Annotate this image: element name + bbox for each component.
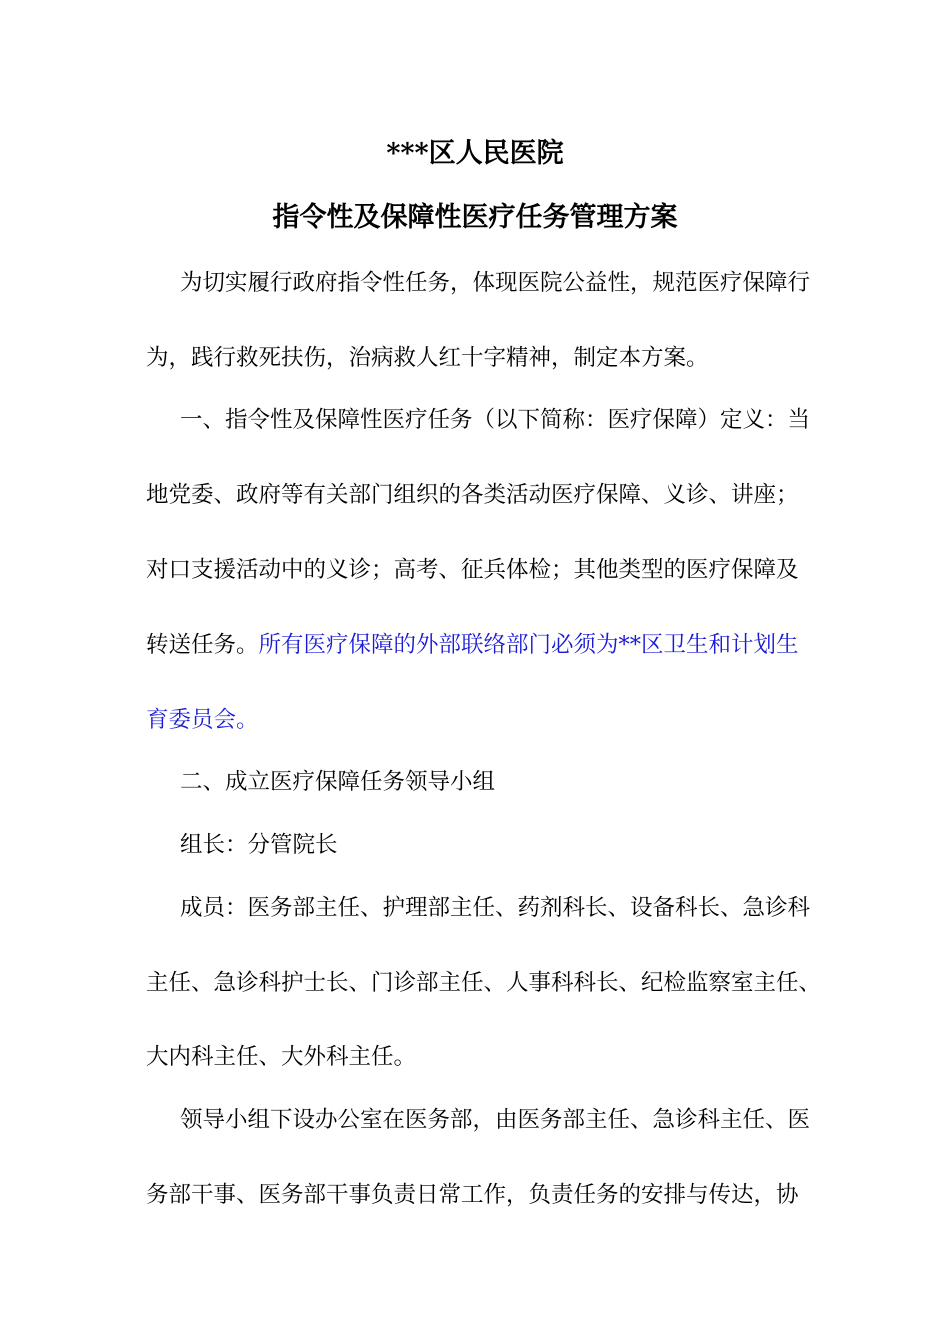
paragraph-text: 转送任务。 [146, 632, 259, 658]
paragraph-line: 组长：分管院长 [180, 832, 338, 858]
document-title-hospital: ***区人民医院 [386, 138, 564, 169]
section-heading: 二、成立医疗保障任务领导小组 [180, 769, 496, 795]
paragraph-line: 大内科主任、大外科主任。 [146, 1044, 417, 1070]
paragraph-line: 成员：医务部主任、护理部主任、药剂科长、设备科长、急诊科 [180, 895, 811, 921]
paragraph-line: 主任、急诊科护士长、门诊部主任、人事科科长、纪检监察室主任、 [146, 970, 822, 996]
paragraph-line: 一、指令性及保障性医疗任务（以下简称：医疗保障）定义：当 [180, 407, 811, 433]
paragraph-line: 务部干事、医务部干事负责日常工作，负责任务的安排与传达，协 [146, 1182, 799, 1208]
paragraph-line: 对口支援活动中的义诊；高考、征兵体检；其他类型的医疗保障及 [146, 557, 799, 583]
paragraph-line: 领导小组下设办公室在医务部，由医务部主任、急诊科主任、医 [180, 1107, 811, 1133]
paragraph-line [146, 630, 799, 660]
paragraph-line: 为切实履行政府指令性任务，体现医院公益性，规范医疗保障行 [180, 270, 811, 296]
paragraph-line: 为，践行救死扶伤，治病救人红十字精神，制定本方案。 [146, 345, 709, 371]
paragraph-line: 地党委、政府等有关部门组织的各类活动医疗保障、义诊、讲座； [146, 482, 799, 508]
highlighted-text: 所有医疗保障的外部联络部门必须为**区卫生和计划生 [258, 632, 799, 658]
document-title-plan: 指令性及保障性医疗任务管理方案 [272, 202, 678, 233]
highlighted-line: 育委员会。 [146, 707, 259, 733]
